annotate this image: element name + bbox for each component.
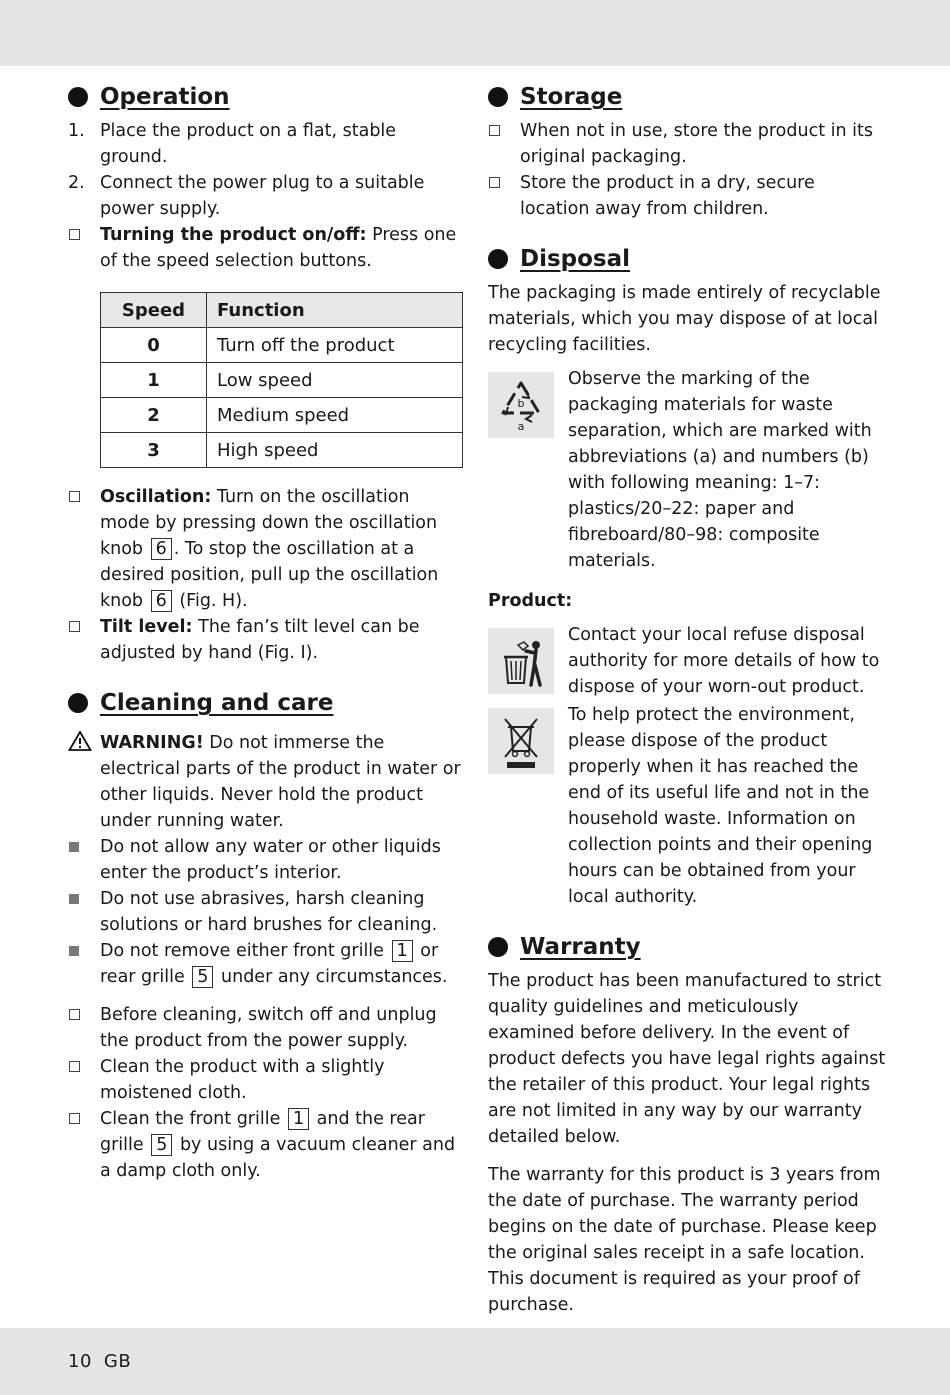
list-item: Turning the product on/off: Press one of the speed selection buttons. bbox=[68, 222, 464, 274]
list-item: Do not remove either front grille 1 or rear grille 5 under any circumstances. bbox=[68, 938, 464, 990]
weee-info: To help protect the environment, please dispose of the product properly when it has reached the end of its useful life and not in the household waste. Information on collection points and their opening hours can be obtained from your local authority. bbox=[488, 708, 888, 910]
square-bullet-icon bbox=[68, 886, 100, 938]
list-item: When not in use, store the product in its original packaging. bbox=[488, 118, 888, 170]
list-item: Before cleaning, switch off and unplug the product from the power supply. bbox=[68, 1002, 464, 1054]
table-row: 3 High speed bbox=[101, 433, 463, 468]
operation-heading: Operation bbox=[68, 82, 464, 112]
table-row: 0 Turn off the product bbox=[101, 328, 463, 363]
list-item: Clean the product with a slightly moistened cloth. bbox=[68, 1054, 464, 1106]
crossed-out-bin-icon bbox=[488, 708, 554, 774]
list-item: Tilt level: The fan’s tilt level can be adjusted by hand (Fig. I). bbox=[68, 614, 464, 666]
page-number: 10 GB bbox=[68, 1351, 132, 1372]
disposal-intro: The packaging is made entirely of recyclable materials, which you may dispose of at local recycling facilities. bbox=[488, 283, 881, 355]
part-reference: 5 bbox=[192, 966, 213, 988]
recycling-symbol-icon bbox=[488, 372, 554, 438]
warranty-heading: Warranty bbox=[488, 932, 888, 962]
left-column bbox=[68, 82, 464, 1184]
right-column bbox=[488, 82, 888, 1318]
checkbox-bullet-icon bbox=[488, 170, 520, 222]
bullet-dot-icon bbox=[488, 87, 508, 107]
table-row: 1 Low speed bbox=[101, 363, 463, 398]
bullet-dot-icon bbox=[68, 87, 88, 107]
square-bullet-icon bbox=[68, 938, 100, 990]
bullet-dot-icon bbox=[68, 693, 88, 713]
svg-text:a: a bbox=[517, 420, 525, 433]
warning-triangle-icon bbox=[68, 730, 100, 834]
checkbox-bullet-icon bbox=[68, 1106, 100, 1184]
speed-table: Speed Function 0 Turn off the product 1 Low speed 2 Medium speed 3 High speed bbox=[100, 292, 463, 468]
part-reference: 6 bbox=[151, 538, 172, 560]
trash-bin-icon bbox=[488, 628, 554, 694]
checkbox-bullet-icon bbox=[68, 1002, 100, 1054]
cleaning-heading: Cleaning and care bbox=[68, 688, 464, 718]
list-item: Do not allow any water or other liquids enter the product’s interior. bbox=[68, 834, 464, 886]
checkbox-bullet-icon bbox=[68, 222, 100, 274]
list-item: 1. Place the product on a flat, stable ground. bbox=[68, 121, 397, 167]
table-row: 2 Medium speed bbox=[101, 398, 463, 433]
warning-notice: WARNING! Do not immerse the electrical parts of the product in water or other liquids. Never hold the product under running water. bbox=[68, 730, 464, 834]
warranty-paragraph: The warranty for this product is 3 years from the date of purchase. The warranty period begins on the date of purchase. Please keep the original sales receipt in a safe location. This document is required as your proof of purchase. bbox=[488, 1165, 881, 1315]
list-item: Clean the front grille 1 and the rear grille 5 by using a vacuum cleaner and a damp cloth only. bbox=[68, 1106, 464, 1184]
list-item: 2. Connect the power plug to a suitable power supply. bbox=[68, 173, 425, 219]
warranty-paragraph: The product has been manufactured to strict quality guidelines and meticulously examined before delivery. In the event of product defects you have legal rights against the retailer of this product. Your legal rights are not limited in any way by our warranty detailed below. bbox=[488, 971, 886, 1147]
recycling-info: b a Observe the marking of the packaging materials for waste separation, which are marked with abbreviations (a) and numbers (b) with following meaning: 1–7: plastics/20–22: paper and fibreboard/80–98: composite materials. bbox=[488, 372, 888, 574]
part-reference: 1 bbox=[392, 940, 413, 962]
bullet-dot-icon bbox=[488, 937, 508, 957]
checkbox-bullet-icon bbox=[488, 118, 520, 170]
checkbox-bullet-icon bbox=[68, 484, 100, 614]
square-bullet-icon bbox=[68, 834, 100, 886]
part-reference: 5 bbox=[151, 1134, 172, 1156]
storage-heading: Storage bbox=[488, 82, 888, 112]
refuse-info: Contact your local refuse disposal authority for more details of how to dispose of your worn-out product. bbox=[488, 628, 888, 700]
checkbox-bullet-icon bbox=[68, 1054, 100, 1106]
part-reference: 6 bbox=[151, 590, 172, 612]
list-item: Oscillation: Turn on the oscillation mode by pressing down the oscillation knob 6 . To stop the oscillation at a desired position, pull up the oscillation knob 6 (Fig. H). bbox=[68, 484, 464, 614]
part-reference: 1 bbox=[288, 1108, 309, 1130]
svg-text:b: b bbox=[517, 397, 525, 410]
bullet-dot-icon bbox=[488, 249, 508, 269]
checkbox-bullet-icon bbox=[68, 614, 100, 666]
header-bar bbox=[0, 0, 950, 66]
list-item: Store the product in a dry, secure location away from children. bbox=[488, 170, 888, 222]
product-label: Product: bbox=[488, 591, 573, 611]
list-item: Do not use abrasives, harsh cleaning solutions or hard brushes for cleaning. bbox=[68, 886, 464, 938]
disposal-heading: Disposal bbox=[488, 244, 888, 274]
